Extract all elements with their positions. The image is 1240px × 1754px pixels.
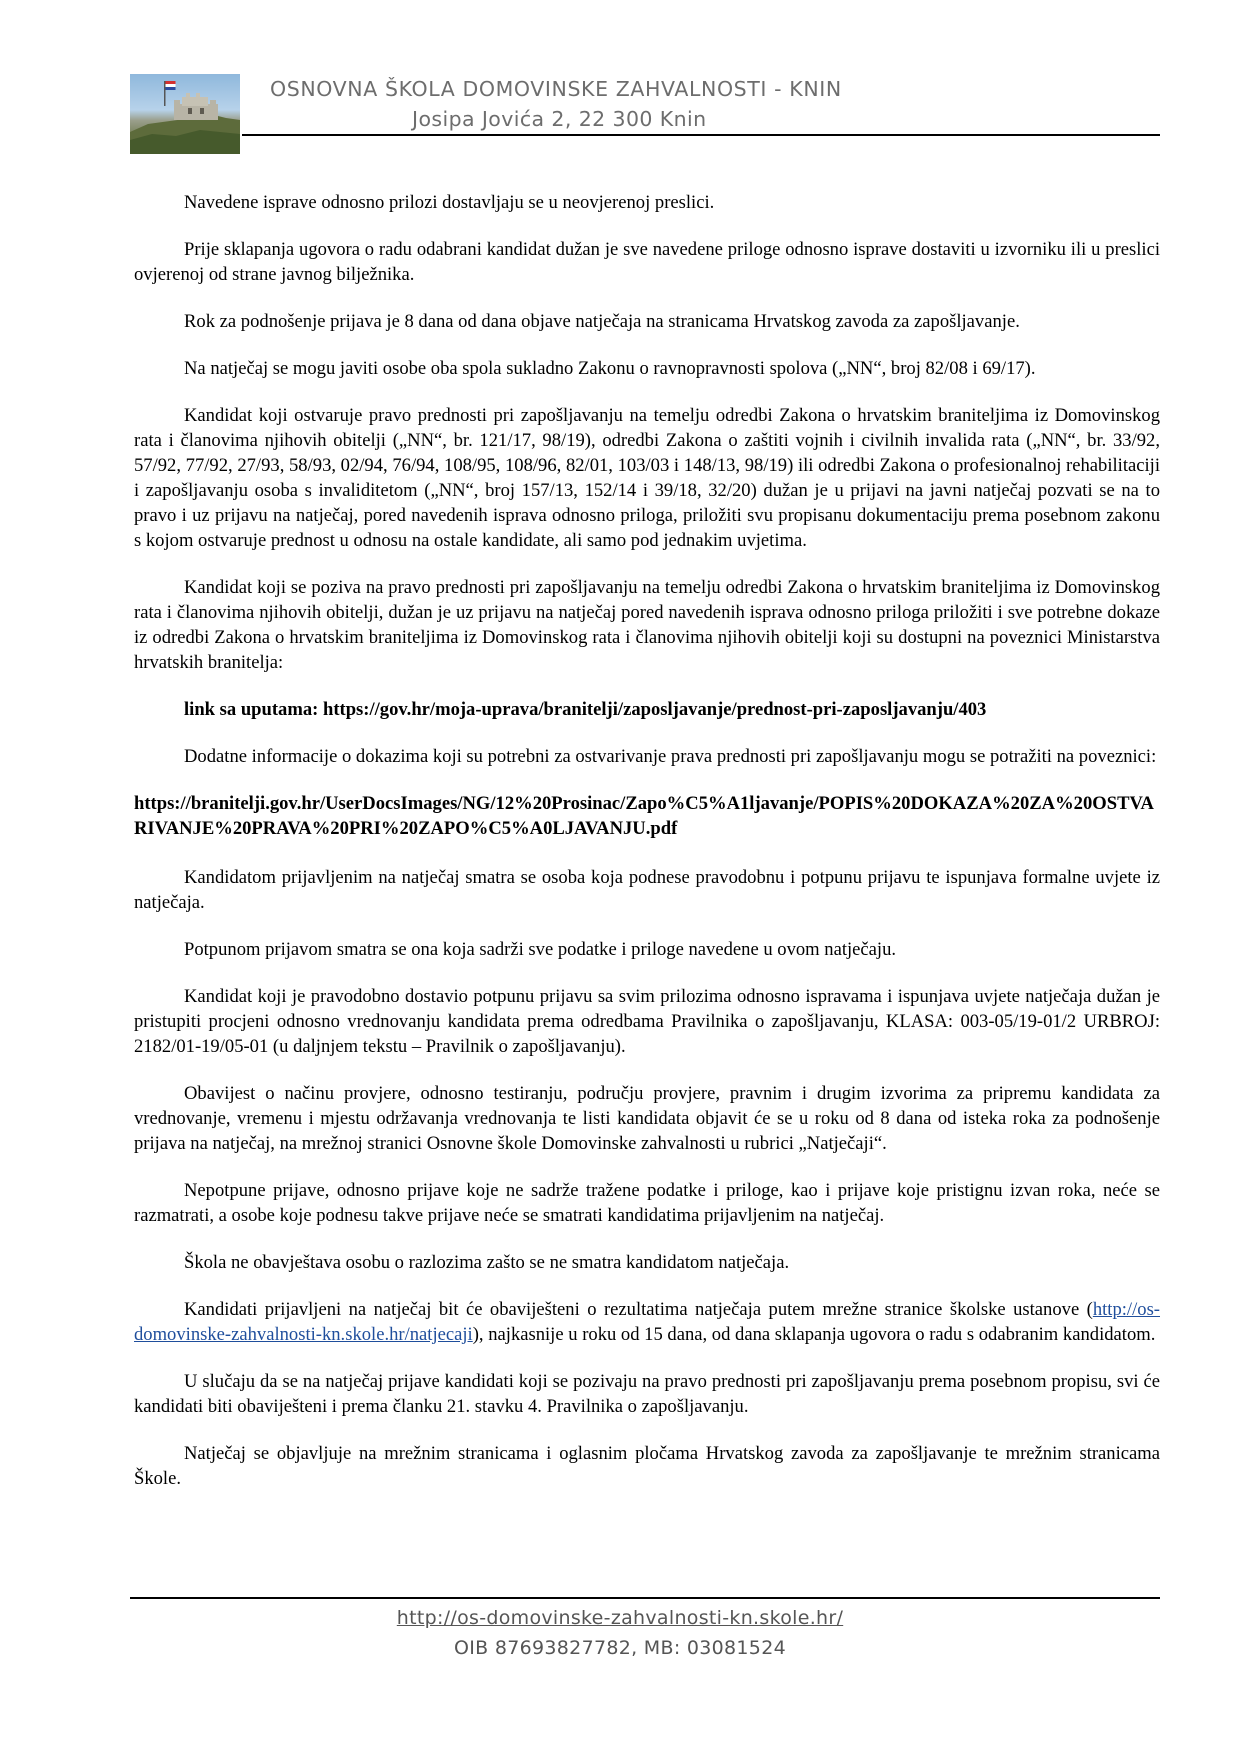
header-divider xyxy=(242,134,1160,136)
footer-website-link[interactable]: http://os-domovinske-zahvalnosti-kn.skole.hr/ xyxy=(396,1607,844,1629)
page-header xyxy=(130,72,1160,158)
paragraph: Na natječaj se mogu javiti osobe oba spola sukladno Zakonu o ravnopravnosti spolova („NN“, broj 82/08 i 69/17). xyxy=(184,358,1036,379)
paragraph-with-link xyxy=(134,1297,1160,1347)
paragraph: U slučaju da se na natječaj prijave kandidati koji se pozivaju na pravo prednosti pri zapošljavanju prema posebnom propisu, svi će kandidati biti obaviješteni i prema članku 21. stavku 4. Pravilnika o zapošljavanju. xyxy=(134,1371,1160,1417)
paragraph: Škola ne obavještava osobu o razlozima zašto se ne smatra kandidatom natječaja. xyxy=(184,1252,790,1273)
paragraph: Potpunom prijavom smatra se ona koja sadrži sve podatke i priloge navedene u ovom natječaju. xyxy=(184,939,897,960)
natjecaji-link[interactable]: http://os-domovinske-zahvalnosti-kn.skole.hr/natjecaji xyxy=(134,1299,1160,1345)
paragraph: Kandidat koji je pravodobno dostavio potpunu prijavu sa svim prilozima odnosno ispravama i ispunjava uvjete natječaja dužan je pristupiti procjeni odnosno vrednovanju kandidata prema odredbama Pravilnika o zapošljavanju, KLASA: 003-05/19-01/2 URBROJ: 2182/01-19/05-01 (u daljnjem tekstu – Pravilnik o zapošljavanju). xyxy=(134,986,1160,1057)
paragraph: Kandidatom prijavljenim na natječaj smatra se osoba koja podnese pravodobnu i potpunu prijavu te ispunjava formalne uvjete iz natječaja. xyxy=(134,867,1160,913)
paragraph: Kandidat koji ostvaruje pravo prednosti pri zapošljavanju na temelju odredbi Zakona o hrvatskim braniteljima iz Domovinskog rata i članovima njihovih obitelji („NN“, br. 121/17, 98/19), odredbi Zakona o zaštiti vojnih i civilnih invalida rata („NN“, br. 33/92, 57/92, 77/92, 27/93, 58/93, 02/94, 76/94, 108/95, 108/96, 82/01, 103/03 i 148/13, 98/19) ili odredbi Zakona o profesionalnoj rehabilitaciji i zapošljavanju osoba s invaliditetom („NN“, broj 157/13, 152/14 i 39/18, 32/20) dužan je u prijavi na javni natječaj pozvati se na to pravo i uz prijavu na natječaj, pored navedenih isprava odnosno priloga, priložiti svu propisanu dokumentaciju prema posebnom zakonu s kojom ostvaruje prednost u odnosu na ostale kandidate, ali samo pod jednakim uvjetima. xyxy=(134,405,1160,551)
school-address: Josipa Jovića 2, 22 300 Knin xyxy=(412,107,707,131)
footer-oib: OIB 87693827782, MB: 03081524 xyxy=(454,1637,786,1659)
instructions-link-line: link sa uputama: https://gov.hr/moja-uprava/branitelji/zaposljavanje/prednost-pri-zaposljavanju/403 xyxy=(184,699,987,720)
paragraph: Nepotpune prijave, odnosno prijave koje ne sadrže tražene podatke i priloge, kao i prijave koje pristignu izvan roka, neće se razmatrati, a osobe koje podnesu takve prijave neće se smatrati kandidatima prijavljenim na natječaj. xyxy=(134,1180,1160,1226)
paragraph: Kandidat koji se poziva na pravo prednosti pri zapošljavanju na temelju odredbi Zakona o hrvatskim braniteljima iz Domovinskog rata i članovima njihovih obitelji, dužan je uz prijavu na natječaj pored navedenih isprava odnosno priloga priložiti i sve potrebne dokaze iz odredbi Zakona o hrvatskim braniteljima iz Domovinskog rata i članovima njihovih obitelji koji su dostupni na poveznici Ministarstva hrvatskih branitelja: xyxy=(134,577,1160,673)
paragraph: Natječaj se objavljuje na mrežnim stranicama i oglasnim pločama Hrvatskog zavoda za zapošljavanje te mrežnim stranicama Škole. xyxy=(134,1443,1160,1489)
fortress-photo-icon xyxy=(130,74,240,154)
paragraph: Prije sklapanja ugovora o radu odabrani kandidat dužan je sve navedene priloge odnosno isprave dostaviti u izvorniku ili u preslici ovjerenoj od strane javnog bilježnika. xyxy=(134,239,1160,285)
paragraph: Rok za podnošenje prijava je 8 dana od dana objave natječaja na stranicama Hrvatskog zavoda za zapošljavanje. xyxy=(184,311,1020,332)
paragraph-text: Kandidati prijavljeni na natječaj bit će obaviješteni o rezultatima natječaja putem mrežne stranice školske ustanove ( xyxy=(184,1299,1093,1320)
footer-divider xyxy=(130,1597,1160,1599)
school-name: OSNOVNA ŠKOLA DOMOVINSKE ZAHVALNOSTI - KNIN xyxy=(270,77,842,101)
paragraph: Dodatne informacije o dokazima koji su potrebni za ostvarivanje prava prednosti pri zapošljavanju mogu se potražiti na poveznici: xyxy=(184,746,1157,767)
paragraph: Obavijest o načinu provjere, odnosno testiranju, području provjere, pravnim i drugim izvorima za pripremu kandidata za vrednovanje, vremenu i mjestu održavanja vrednovanja te listi kandidata objavit će se u roku od 8 dana od isteka roka za podnošenje prijava na natječaj, na mrežnoj stranici Osnovne škole Domovinske zahvalnosti u rubrici „Natječaji“. xyxy=(134,1083,1160,1154)
document-body xyxy=(134,190,1160,1513)
evidence-list-url: https://branitelji.gov.hr/UserDocsImages/NG/12%20Prosinac/Zapo%C5%A1ljavanje/POPIS%20DOKAZA%20ZA%20OSTVARIVANJE%20PRAVA%20PRI%20ZAPO%C5%A0LJAVANJU.pdf xyxy=(134,793,1154,839)
paragraph-text: ), najkasnije u roku od 15 dana, od dana sklapanja ugovora o radu s odabranim kandidatom. xyxy=(472,1324,1156,1345)
paragraph: Navedene isprave odnosno prilozi dostavljaju se u neovjerenoj preslici. xyxy=(184,192,715,213)
